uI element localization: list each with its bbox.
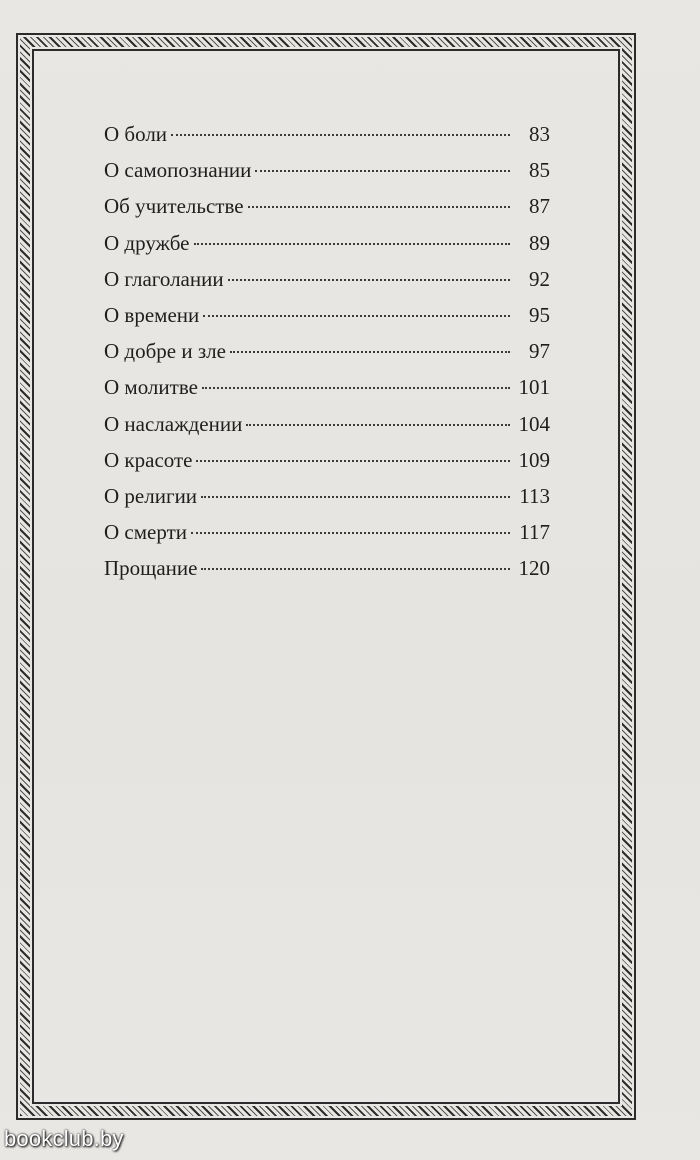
toc-leader-dots xyxy=(201,568,510,570)
toc-leader-dots xyxy=(171,134,510,136)
toc-entry xyxy=(104,484,550,520)
toc-entry-title: О религии xyxy=(104,483,198,508)
toc-entry-page: 109 xyxy=(518,447,550,472)
toc-entry-page: 104 xyxy=(518,411,550,436)
watermark-text: bookclub.by xyxy=(4,1126,124,1151)
toc-entry xyxy=(104,448,550,484)
toc-leader-dots xyxy=(194,243,510,245)
toc-entry-page: 85 xyxy=(529,158,550,183)
toc-entry-page: 120 xyxy=(518,556,550,581)
toc-entry-title: О добре и зле xyxy=(104,339,226,364)
toc-entry-page: 89 xyxy=(529,230,550,255)
toc-entry xyxy=(104,158,550,194)
toc-entry xyxy=(104,122,550,158)
toc-entry-title: О глаголании xyxy=(104,266,224,291)
toc-leader-dots xyxy=(203,315,510,317)
toc-entry-title: О наслаждении xyxy=(104,411,243,436)
toc-entry xyxy=(104,194,550,230)
toc-entry-page: 101 xyxy=(518,375,550,400)
toc-entry xyxy=(104,375,550,411)
toc-entry-page: 87 xyxy=(529,194,550,219)
toc-leader-dots xyxy=(201,496,510,498)
toc-entry-page: 97 xyxy=(529,339,550,364)
toc-entry xyxy=(104,520,550,556)
toc-leader-dots xyxy=(228,279,510,281)
toc-entry-title: О красоте xyxy=(104,447,193,472)
toc-entry-title: Об учительстве xyxy=(104,194,244,219)
toc-entry xyxy=(104,303,550,339)
toc-entry-title: О смерти xyxy=(104,520,187,545)
toc-entry-page: 113 xyxy=(519,483,550,508)
toc-leader-dots xyxy=(255,170,510,172)
toc-entry xyxy=(104,556,550,592)
toc-leader-dots xyxy=(191,532,510,534)
toc-entry xyxy=(104,412,550,448)
toc-entry-page: 95 xyxy=(529,302,550,327)
toc-entry-title: О боли xyxy=(104,122,168,146)
toc-entry-title: О молитве xyxy=(104,375,198,400)
toc-entry-page: 92 xyxy=(529,266,550,291)
table-of-contents xyxy=(104,122,550,592)
toc-entry xyxy=(104,339,550,375)
toc-entry-title: О времени xyxy=(104,302,200,327)
toc-entry-title: Прощание xyxy=(104,556,198,581)
toc-entry-title: О дружбе xyxy=(104,230,190,255)
toc-entry xyxy=(104,267,550,303)
toc-leader-dots xyxy=(196,460,510,462)
toc-leader-dots xyxy=(248,206,510,208)
toc-entry-title: О самопознании xyxy=(104,158,252,183)
toc-leader-dots xyxy=(230,351,510,353)
toc-leader-dots xyxy=(202,387,510,389)
toc-entry xyxy=(104,231,550,267)
toc-entry-page: 83 xyxy=(529,122,550,146)
toc-leader-dots xyxy=(246,424,510,426)
toc-entry-page: 117 xyxy=(519,520,550,545)
